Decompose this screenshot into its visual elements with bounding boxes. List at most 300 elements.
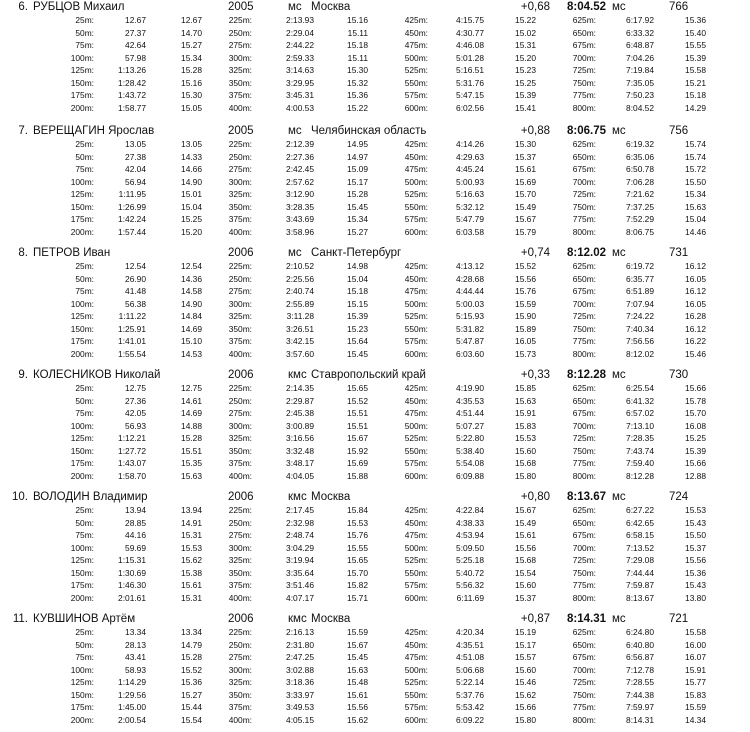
split-cumulative: 6:42.65: [626, 517, 654, 528]
reaction-time: +0,88: [520, 125, 550, 137]
split-lap: 15.79: [515, 226, 536, 237]
split-cumulative: 6:58.15: [626, 530, 654, 540]
split-cumulative: 1:58.70: [118, 470, 146, 481]
split-cumulative: 3:04.29: [286, 542, 314, 553]
split-row: [0, 310, 750, 323]
split-cumulative: 7:24.22: [626, 311, 654, 321]
split-distance: 275m:: [228, 530, 252, 540]
split-distance: 525m:: [404, 433, 428, 443]
region: Санкт-Петербург: [311, 247, 402, 259]
split-cumulative: 6:25.54: [626, 383, 654, 393]
split-distance: 600m:: [404, 348, 428, 359]
split-lap: 15.74: [685, 139, 706, 149]
split-lap: 16.08: [685, 420, 706, 431]
split-lap: 15.04: [347, 273, 368, 284]
split-cumulative: 3:33.97: [286, 689, 314, 700]
split-cumulative: 3:00.89: [286, 420, 314, 431]
split-lap: 14.58: [181, 286, 202, 296]
split-cumulative: 4:20.34: [456, 627, 484, 637]
split-lap: 15.88: [347, 470, 368, 481]
split-row: [0, 579, 750, 592]
split-cumulative: 5:22.80: [456, 433, 484, 443]
split-lap: 15.49: [515, 517, 536, 528]
split-lap: 15.46: [515, 677, 536, 687]
split-lap: 15.90: [515, 311, 536, 321]
region: Москва: [311, 1, 351, 13]
split-lap: 15.49: [515, 201, 536, 212]
split-distance: 150m:: [70, 445, 94, 456]
athlete-block: [0, 490, 750, 610]
split-lap: 15.70: [515, 189, 536, 199]
split-cumulative: 5:16.63: [456, 189, 484, 199]
split-cumulative: 5:16.51: [456, 65, 484, 75]
split-lap: 15.39: [347, 311, 368, 321]
splits-table: [0, 382, 750, 482]
split-lap: 15.63: [685, 201, 706, 212]
points: 756: [669, 125, 689, 137]
split-distance: 500m:: [404, 664, 428, 675]
split-cumulative: 3:14.63: [286, 65, 314, 75]
split-lap: 15.82: [347, 580, 368, 590]
split-lap: 15.27: [181, 689, 202, 700]
split-distance: 475m:: [404, 286, 428, 296]
split-cumulative: 1:29.56: [118, 689, 146, 700]
final-time: 8:12.02: [566, 247, 606, 259]
split-distance: 175m:: [70, 90, 94, 100]
split-distance: 275m:: [228, 408, 252, 418]
split-cumulative: 5:47.15: [456, 90, 484, 100]
athlete-place: 7.: [18, 125, 28, 137]
split-distance: 300m:: [228, 420, 252, 431]
split-row: [0, 151, 750, 164]
split-distance: 625m:: [572, 139, 596, 149]
split-distance: 350m:: [228, 689, 252, 700]
split-distance: 200m:: [70, 714, 94, 725]
split-cumulative: 4:51.08: [456, 652, 484, 662]
split-distance: 650m:: [572, 517, 596, 528]
split-row: [0, 651, 750, 664]
split-distance: 200m:: [70, 348, 94, 359]
split-distance: 275m:: [228, 164, 252, 174]
split-cumulative: 1:28.42: [118, 77, 146, 88]
split-cumulative: 8:06.75: [626, 226, 654, 237]
split-distance: 175m:: [70, 702, 94, 712]
sport-rank: кмс: [288, 613, 307, 625]
split-cumulative: 7:52.29: [626, 214, 654, 224]
split-lap: 16.05: [685, 273, 706, 284]
split-lap: 15.23: [347, 323, 368, 334]
split-cumulative: 7:59.97: [626, 702, 654, 712]
split-lap: 15.67: [347, 639, 368, 650]
split-lap: 15.92: [347, 445, 368, 456]
split-distance: 100m:: [70, 542, 94, 553]
split-lap: 15.28: [181, 433, 202, 443]
split-row: [0, 432, 750, 445]
split-distance: 675m:: [572, 40, 596, 50]
split-cumulative: 7:28.55: [626, 677, 654, 687]
split-lap: 16.00: [685, 639, 706, 650]
split-lap: 12.88: [685, 470, 706, 481]
achieved-rank: мс: [612, 613, 626, 625]
split-lap: 15.91: [685, 664, 706, 675]
birth-year: 2006: [228, 491, 254, 503]
split-cumulative: 2:27.36: [286, 151, 314, 162]
split-lap: 15.30: [515, 139, 536, 149]
split-lap: 15.38: [181, 567, 202, 578]
final-time: 8:06.75: [566, 125, 606, 137]
athlete-place: 9.: [18, 369, 28, 381]
split-lap: 13.05: [181, 139, 202, 149]
split-cumulative: 8:04.52: [626, 102, 654, 113]
split-row: [0, 701, 750, 714]
split-lap: 15.04: [181, 201, 202, 212]
split-lap: 14.34: [685, 714, 706, 725]
split-cumulative: 8:13.67: [626, 592, 654, 603]
split-distance: 75m:: [75, 408, 94, 418]
split-cumulative: 7:21.62: [626, 189, 654, 199]
split-lap: 15.36: [347, 90, 368, 100]
split-lap: 15.43: [685, 580, 706, 590]
split-lap: 15.66: [685, 383, 706, 393]
athlete-block: [0, 246, 750, 366]
split-row: [0, 348, 750, 361]
split-distance: 775m:: [572, 702, 596, 712]
split-lap: 15.32: [347, 77, 368, 88]
split-lap: 15.61: [347, 689, 368, 700]
split-cumulative: 1:42.24: [118, 214, 146, 224]
split-lap: 15.41: [515, 102, 536, 113]
split-cumulative: 5:53.42: [456, 702, 484, 712]
split-row: [0, 529, 750, 542]
split-lap: 14.61: [181, 395, 202, 406]
split-row: [0, 27, 750, 40]
split-row: [0, 420, 750, 433]
split-cumulative: 5:31.76: [456, 77, 484, 88]
split-cumulative: 28.13: [125, 639, 146, 650]
split-distance: 750m:: [572, 77, 596, 88]
split-lap: 15.34: [347, 214, 368, 224]
split-cumulative: 1:11.95: [118, 189, 146, 199]
split-lap: 14.29: [685, 102, 706, 113]
split-lap: 15.57: [515, 652, 536, 662]
split-cumulative: 6:57.02: [626, 408, 654, 418]
split-row: [0, 52, 750, 65]
split-row: [0, 714, 750, 727]
split-cumulative: 3:51.46: [286, 580, 314, 590]
split-cumulative: 4:51.44: [456, 408, 484, 418]
split-lap: 16.07: [685, 652, 706, 662]
split-lap: 15.50: [685, 530, 706, 540]
split-lap: 15.63: [181, 470, 202, 481]
split-distance: 575m:: [404, 580, 428, 590]
split-lap: 14.46: [685, 226, 706, 237]
split-cumulative: 7:40.34: [626, 323, 654, 334]
athlete-place: 6.: [18, 1, 28, 13]
split-cumulative: 1:58.77: [118, 102, 146, 113]
split-lap: 16.05: [685, 298, 706, 309]
split-distance: 150m:: [70, 689, 94, 700]
splits-table: [0, 138, 750, 238]
split-distance: 250m:: [228, 151, 252, 162]
split-distance: 425m:: [404, 627, 428, 637]
split-distance: 400m:: [228, 470, 252, 481]
split-cumulative: 59.69: [125, 542, 146, 553]
split-cumulative: 1:13.26: [118, 65, 146, 75]
split-lap: 15.28: [181, 652, 202, 662]
split-lap: 15.51: [347, 420, 368, 431]
split-row: [0, 138, 750, 151]
split-lap: 15.62: [181, 555, 202, 565]
split-distance: 650m:: [572, 273, 596, 284]
final-time: 8:04.52: [566, 1, 606, 13]
split-lap: 15.25: [515, 77, 536, 88]
athlete-header: [0, 612, 750, 626]
split-distance: 650m:: [572, 27, 596, 38]
split-lap: 15.73: [515, 348, 536, 359]
athlete-place: 11.: [12, 613, 28, 625]
split-distance: 400m:: [228, 226, 252, 237]
split-distance: 700m:: [572, 542, 596, 553]
achieved-rank: мс: [612, 125, 626, 137]
split-lap: 14.53: [181, 348, 202, 359]
split-distance: 475m:: [404, 164, 428, 174]
split-lap: 15.25: [181, 214, 202, 224]
split-lap: 12.75: [181, 383, 202, 393]
split-lap: 15.68: [515, 458, 536, 468]
split-row: [0, 639, 750, 652]
split-lap: 15.67: [347, 433, 368, 443]
split-cumulative: 3:29.95: [286, 77, 314, 88]
split-cumulative: 4:44.44: [456, 286, 484, 296]
splits-table: [0, 504, 750, 604]
split-cumulative: 5:07.27: [456, 420, 484, 431]
split-distance: 675m:: [572, 286, 596, 296]
split-row: [0, 273, 750, 286]
split-lap: 15.59: [515, 298, 536, 309]
split-cumulative: 5:15.93: [456, 311, 484, 321]
split-lap: 15.76: [515, 286, 536, 296]
split-distance: 800m:: [572, 714, 596, 725]
sport-rank: кмс: [288, 369, 307, 381]
split-distance: 225m:: [228, 139, 252, 149]
split-distance: 575m:: [404, 702, 428, 712]
athlete-header: [0, 490, 750, 504]
split-distance: 250m:: [228, 273, 252, 284]
split-distance: 75m:: [75, 164, 94, 174]
split-distance: 175m:: [70, 214, 94, 224]
birth-year: 2005: [228, 125, 254, 137]
split-lap: 15.31: [515, 40, 536, 50]
split-cumulative: 6:09.88: [456, 470, 484, 481]
split-distance: 375m:: [228, 90, 252, 100]
split-distance: 800m:: [572, 102, 596, 113]
split-distance: 350m:: [228, 323, 252, 334]
split-cumulative: 13.94: [125, 505, 146, 515]
split-lap: 15.48: [347, 677, 368, 687]
split-cumulative: 2:57.62: [286, 176, 314, 187]
split-distance: 500m:: [404, 52, 428, 63]
split-lap: 15.83: [515, 420, 536, 431]
split-distance: 400m:: [228, 714, 252, 725]
split-cumulative: 27.37: [125, 27, 146, 38]
split-row: [0, 395, 750, 408]
split-cumulative: 28.85: [125, 517, 146, 528]
split-row: [0, 445, 750, 458]
split-cumulative: 5:00.03: [456, 298, 484, 309]
split-lap: 15.45: [347, 201, 368, 212]
split-distance: 25m:: [75, 383, 94, 393]
split-distance: 375m:: [228, 336, 252, 346]
split-lap: 16.28: [685, 311, 706, 321]
athlete-header: [0, 124, 750, 138]
split-distance: 800m:: [572, 348, 596, 359]
split-lap: 15.25: [685, 433, 706, 443]
split-distance: 775m:: [572, 458, 596, 468]
split-distance: 475m:: [404, 40, 428, 50]
split-lap: 15.61: [515, 164, 536, 174]
split-distance: 50m:: [75, 27, 94, 38]
split-cumulative: 7:44.44: [626, 567, 654, 578]
split-lap: 15.59: [347, 627, 368, 637]
split-lap: 15.65: [347, 555, 368, 565]
split-lap: 15.56: [515, 273, 536, 284]
split-lap: 15.50: [685, 176, 706, 187]
split-row: [0, 382, 750, 395]
split-cumulative: 7:29.08: [626, 555, 654, 565]
split-cumulative: 7:07.94: [626, 298, 654, 309]
split-distance: 675m:: [572, 652, 596, 662]
split-cumulative: 6:51.89: [626, 286, 654, 296]
split-distance: 450m:: [404, 151, 428, 162]
split-cumulative: 4:13.12: [456, 261, 484, 271]
split-cumulative: 7:50.23: [626, 90, 654, 100]
split-lap: 14.69: [181, 408, 202, 418]
split-lap: 15.60: [515, 664, 536, 675]
split-row: [0, 504, 750, 517]
split-distance: 300m:: [228, 298, 252, 309]
split-cumulative: 4:00.53: [286, 102, 314, 113]
split-cumulative: 1:45.00: [118, 702, 146, 712]
split-distance: 525m:: [404, 65, 428, 75]
split-distance: 350m:: [228, 445, 252, 456]
split-lap: 14.90: [181, 298, 202, 309]
split-lap: 15.78: [685, 395, 706, 406]
split-lap: 14.66: [181, 164, 202, 174]
split-lap: 15.20: [515, 52, 536, 63]
split-cumulative: 3:26.51: [286, 323, 314, 334]
split-cumulative: 6:56.87: [626, 652, 654, 662]
split-distance: 125m:: [70, 65, 94, 75]
split-distance: 475m:: [404, 408, 428, 418]
split-distance: 675m:: [572, 530, 596, 540]
sport-rank: мс: [288, 247, 302, 259]
split-distance: 325m:: [228, 555, 252, 565]
split-lap: 15.70: [347, 567, 368, 578]
split-lap: 15.54: [181, 714, 202, 725]
split-cumulative: 2:31.80: [286, 639, 314, 650]
split-lap: 16.22: [685, 336, 706, 346]
split-cumulative: 2:01.61: [118, 592, 146, 603]
split-cumulative: 5:37.76: [456, 689, 484, 700]
split-distance: 300m:: [228, 542, 252, 553]
split-distance: 125m:: [70, 189, 94, 199]
split-cumulative: 1:26.99: [118, 201, 146, 212]
split-lap: 15.27: [347, 226, 368, 237]
split-cumulative: 2:13.93: [286, 15, 314, 25]
split-cumulative: 2:10.52: [286, 261, 314, 271]
split-cumulative: 6:35.77: [626, 273, 654, 284]
split-lap: 15.53: [685, 505, 706, 515]
split-cumulative: 2:55.89: [286, 298, 314, 309]
split-cumulative: 3:57.60: [286, 348, 314, 359]
split-distance: 800m:: [572, 226, 596, 237]
split-lap: 15.10: [181, 336, 202, 346]
split-lap: 15.34: [181, 52, 202, 63]
split-lap: 15.04: [685, 214, 706, 224]
split-cumulative: 3:18.36: [286, 677, 314, 687]
split-lap: 15.64: [347, 336, 368, 346]
split-lap: 15.52: [347, 395, 368, 406]
split-lap: 15.58: [685, 65, 706, 75]
split-cumulative: 1:41.01: [118, 336, 146, 346]
split-distance: 225m:: [228, 261, 252, 271]
split-lap: 15.60: [515, 445, 536, 456]
split-cumulative: 6:33.32: [626, 27, 654, 38]
split-lap: 15.46: [685, 348, 706, 359]
split-distance: 175m:: [70, 458, 94, 468]
split-distance: 125m:: [70, 677, 94, 687]
split-distance: 725m:: [572, 65, 596, 75]
split-distance: 800m:: [572, 592, 596, 603]
split-distance: 725m:: [572, 311, 596, 321]
split-cumulative: 5:06.68: [456, 664, 484, 675]
split-distance: 250m:: [228, 517, 252, 528]
split-row: [0, 470, 750, 483]
split-lap: 15.18: [347, 286, 368, 296]
split-cumulative: 4:15.75: [456, 15, 484, 25]
split-distance: 50m:: [75, 517, 94, 528]
split-cumulative: 7:37.25: [626, 201, 654, 212]
achieved-rank: мс: [612, 491, 626, 503]
split-row: [0, 664, 750, 677]
split-cumulative: 2:42.45: [286, 164, 314, 174]
split-cumulative: 4:53.94: [456, 530, 484, 540]
split-cumulative: 6:03.60: [456, 348, 484, 359]
split-cumulative: 1:15.31: [118, 555, 146, 565]
split-distance: 325m:: [228, 433, 252, 443]
split-lap: 13.34: [181, 627, 202, 637]
split-lap: 15.31: [181, 530, 202, 540]
split-cumulative: 6:19.32: [626, 139, 654, 149]
split-distance: 100m:: [70, 664, 94, 675]
split-lap: 15.52: [515, 261, 536, 271]
split-lap: 14.90: [181, 176, 202, 187]
split-distance: 600m:: [404, 592, 428, 603]
split-distance: 325m:: [228, 677, 252, 687]
split-distance: 500m:: [404, 420, 428, 431]
split-cumulative: 3:49.53: [286, 702, 314, 712]
split-cumulative: 1:27.72: [118, 445, 146, 456]
birth-year: 2006: [228, 369, 254, 381]
split-distance: 450m:: [404, 273, 428, 284]
split-lap: 15.51: [347, 408, 368, 418]
split-row: [0, 163, 750, 176]
split-cumulative: 42.04: [125, 164, 146, 174]
split-row: [0, 39, 750, 52]
split-cumulative: 6:02.56: [456, 102, 484, 113]
split-row: [0, 89, 750, 102]
split-cumulative: 5:32.12: [456, 201, 484, 212]
